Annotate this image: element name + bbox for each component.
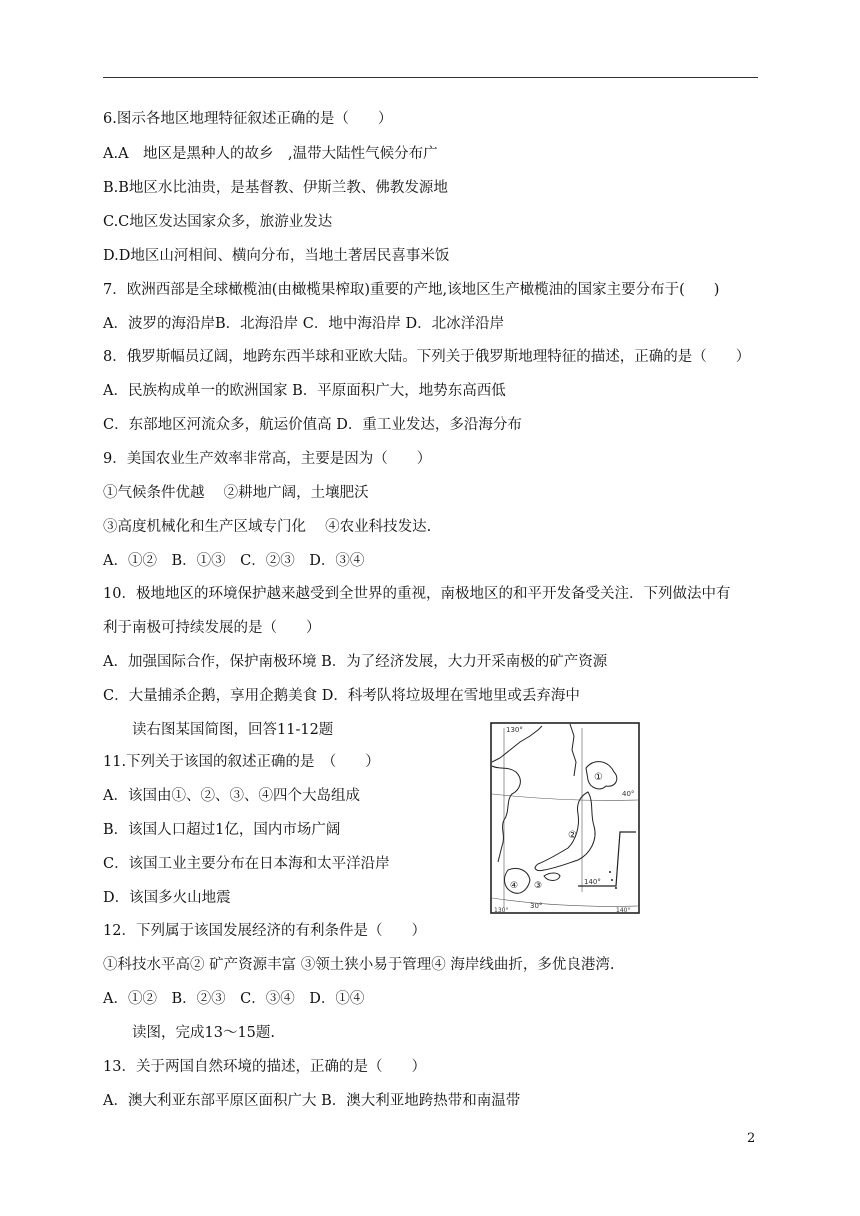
q11-option-d: D．该国多火山地震 <box>103 890 231 906</box>
label-island-1: ① <box>594 772 603 783</box>
q9-statements-12: ①气候条件优越 ②耕地广阔，土壤肥沃 <box>103 485 369 501</box>
small-island <box>615 887 617 889</box>
q9-options: A．①② B．①③ C．②③ D．③④ <box>103 553 365 569</box>
intro-13-15: 读图，完成13～15题. <box>132 1025 276 1041</box>
q9-stem: 9．美国农业生产效率非常高，主要是因为（ ） <box>103 451 432 467</box>
label-140-bottom: 140° <box>616 907 631 914</box>
q11-option-b: B．该国人口超过1亿，国内市场广阔 <box>103 822 341 838</box>
label-30: 30° <box>530 902 543 910</box>
q6-stem: 6.图示各地区地理特征叙述正确的是（ ） <box>103 111 393 127</box>
q13-stem: 13．关于两国自然环境的描述，正确的是（ ） <box>103 1059 426 1075</box>
q10-options-ab: A．加强国际合作，保护南极环境 B．为了经济发展，大力开采南极的矿产资源 <box>103 654 608 670</box>
q9-statements-34: ③高度机械化和生产区域专门化 ④农业科技发达. <box>103 519 432 535</box>
q10-options-cd: C．大量捕杀企鹅，享用企鹅美食 D．科考队将垃圾埋在雪地里或丢弃海中 <box>103 688 580 704</box>
q6-option-d: D.D地区山河相间、横向分布，当地土著居民喜事米饭 <box>103 248 450 264</box>
q12-stem: 12．下列属于该国发展经济的有利条件是（ ） <box>103 923 426 939</box>
label-island-4: ④ <box>510 881 519 891</box>
q6-option-c: C.C地区发达国家众多，旅游业发达 <box>103 214 333 230</box>
label-40: 40° <box>622 790 635 798</box>
japan-sketch-map <box>490 722 640 914</box>
label-130-bottom: 130° <box>494 907 509 914</box>
q11-option-a: A．该国由①、②、③、④四个大岛组成 <box>103 788 360 804</box>
intro-11-12: 读右图某国简图，回答11-12题 <box>132 722 334 738</box>
q8-options-cd: C．东部地区河流众多，航运价值高 D．重工业发达，多沿海分布 <box>103 417 522 433</box>
page-number: 2 <box>747 1131 756 1146</box>
small-island <box>609 871 611 873</box>
q7-stem: 7．欧洲西部是全球橄榄油(由橄榄果榨取)重要的产地,该地区生产橄榄油的国家主要分布于( ) <box>103 282 720 298</box>
header-rule <box>103 77 758 78</box>
label-island-2: ② <box>568 830 577 841</box>
q10-stem-line2: 利于南极可持续发展的是（ ） <box>103 620 321 636</box>
q8-options-ab: A．民族构成单一的欧洲国家 B．平原面积广大，地势东高西低 <box>103 383 506 399</box>
q10-stem-line1: 10．极地地区的环境保护越来越受到全世界的重视，南极地区的和平开发备受关注．下列做法中有 <box>103 586 731 602</box>
label-140: 140° <box>584 878 601 886</box>
q12-options: A．①② B．②③ C．③④ D．①④ <box>103 991 365 1007</box>
label-island-3: ③ <box>534 881 543 891</box>
small-island <box>611 879 613 881</box>
q6-option-a: A.A 地区是黑种人的故乡 ,温带大陆性气候分布广 <box>103 146 438 162</box>
q12-statements: ①科技水平高② 矿产资源丰富 ③领土狭小易于管理④ 海岸线曲折，多优良港湾. <box>103 957 615 973</box>
q13-options-ab: A．澳大利亚东部平原区面积广大 B．澳大利亚地跨热带和南温带 <box>103 1093 521 1109</box>
q11-option-c: C．该国工业主要分布在日本海和太平洋沿岸 <box>103 856 390 872</box>
q7-options: A．波罗的海沿岸B．北海沿岸 C．地中海沿岸 D．北冰洋沿岸 <box>103 316 505 332</box>
q8-stem: 8．俄罗斯幅员辽阔，地跨东西半球和亚欧大陆。下列关于俄罗斯地理特征的描述，正确的是（ ） <box>103 349 751 365</box>
q6-option-b: B.B地区水比油贵，是基督教、伊斯兰教、佛教发源地 <box>103 180 448 196</box>
label-130-top: 130° <box>506 726 523 734</box>
q11-stem: 11.下列关于该国的叙述正确的是 （ ） <box>103 754 380 770</box>
